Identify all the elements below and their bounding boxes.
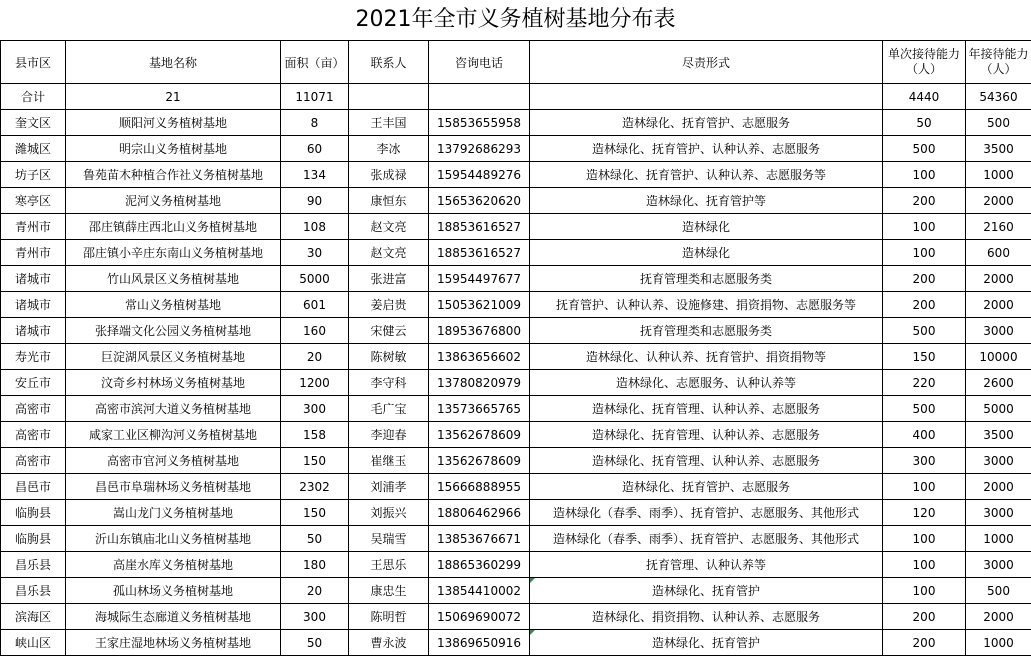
header-cell-duty-form: 尽责形式 xyxy=(530,41,883,84)
cell-phone[interactable]: 13780820979 xyxy=(429,370,530,396)
cell-base-name[interactable]: 张择端文化公园义务植树基地 xyxy=(66,318,281,344)
cell-area[interactable]: 30 xyxy=(281,240,349,266)
cell-base-name[interactable]: 常山义务植树基地 xyxy=(66,292,281,318)
cell-county[interactable]: 青州市 xyxy=(1,240,66,266)
table-row xyxy=(1,292,1031,318)
cell-single-capacity[interactable]: 300 xyxy=(883,448,966,474)
header-cell-area: 面积（亩） xyxy=(281,41,349,84)
cell-phone[interactable]: 15053621009 xyxy=(429,292,530,318)
cell-area[interactable]: 90 xyxy=(281,188,349,214)
cell-duty-form[interactable]: 造林绿化、抚育管护 xyxy=(530,630,883,656)
cell-contact[interactable]: 崔继玉 xyxy=(349,448,429,474)
total-cell-phone[interactable] xyxy=(429,84,530,110)
cell-duty-form[interactable]: 抚育管护、认种认养、设施修建、捐资捐物、志愿服务等 xyxy=(530,292,883,318)
cell-phone[interactable]: 15954497677 xyxy=(429,266,530,292)
cell-phone[interactable]: 13863656602 xyxy=(429,344,530,370)
table-row xyxy=(1,396,1031,422)
cell-duty-form[interactable]: 抚育管理类和志愿服务类 xyxy=(530,266,883,292)
cell-duty-form[interactable]: 造林绿化 xyxy=(530,240,883,266)
cell-contact[interactable]: 康忠生 xyxy=(349,578,429,604)
cell-duty-form[interactable]: 造林绿化、抚育管护 xyxy=(530,578,883,604)
cell-area[interactable]: 5000 xyxy=(281,266,349,292)
cell-county[interactable]: 昌乐县 xyxy=(1,578,66,604)
cell-single-capacity[interactable]: 500 xyxy=(883,318,966,344)
cell-area[interactable]: 300 xyxy=(281,396,349,422)
total-cell-base-count[interactable]: 21 xyxy=(66,84,281,110)
cell-area[interactable]: 150 xyxy=(281,448,349,474)
cell-single-capacity[interactable]: 500 xyxy=(883,396,966,422)
table-row xyxy=(1,136,1031,162)
header-cell-annual-capacity: 年接待能力（人） xyxy=(966,41,1031,84)
cell-area[interactable]: 160 xyxy=(281,318,349,344)
cell-single-capacity[interactable]: 200 xyxy=(883,604,966,630)
cell-area[interactable]: 8 xyxy=(281,110,349,136)
cell-county[interactable]: 诸城市 xyxy=(1,318,66,344)
cell-duty-form[interactable]: 造林绿化、抚育管护、认种认养、志愿服务 xyxy=(530,136,883,162)
cell-county[interactable]: 诸城市 xyxy=(1,266,66,292)
cell-phone[interactable]: 18806462966 xyxy=(429,500,530,526)
cell-annual-capacity[interactable]: 500 xyxy=(966,578,1031,604)
cell-duty-form[interactable]: 造林绿化（春季、雨季）、抚育管护、志愿服务、其他形式 xyxy=(530,526,883,552)
header-cell-phone: 咨询电话 xyxy=(429,41,530,84)
cell-base-name[interactable]: 汶奇乡村林场义务植树基地 xyxy=(66,370,281,396)
cell-phone[interactable]: 15653620620 xyxy=(429,188,530,214)
table-row xyxy=(1,110,1031,136)
cell-county[interactable]: 潍城区 xyxy=(1,136,66,162)
table-row xyxy=(1,630,1031,656)
cell-contact[interactable]: 李迎春 xyxy=(349,422,429,448)
cell-single-capacity[interactable]: 50 xyxy=(883,110,966,136)
cell-contact[interactable]: 刘振兴 xyxy=(349,500,429,526)
cell-contact[interactable]: 李守科 xyxy=(349,370,429,396)
cell-base-name[interactable]: 顺阳河义务植树基地 xyxy=(66,110,281,136)
header-cell-contact: 联系人 xyxy=(349,41,429,84)
cell-annual-capacity[interactable]: 3000 xyxy=(966,318,1031,344)
cell-annual-capacity[interactable]: 2600 xyxy=(966,370,1031,396)
cell-area[interactable]: 1200 xyxy=(281,370,349,396)
cell-base-name[interactable]: 王家庄湿地林场义务植树基地 xyxy=(66,630,281,656)
cell-area[interactable]: 150 xyxy=(281,500,349,526)
table-row xyxy=(1,604,1031,630)
cell-area[interactable]: 2302 xyxy=(281,474,349,500)
cell-area[interactable]: 180 xyxy=(281,552,349,578)
cell-annual-capacity[interactable]: 10000 xyxy=(966,344,1031,370)
cell-single-capacity[interactable]: 400 xyxy=(883,422,966,448)
cell-phone[interactable]: 18853616527 xyxy=(429,240,530,266)
cell-contact[interactable]: 康恒东 xyxy=(349,188,429,214)
cell-base-name[interactable]: 鲁苑苗木种植合作社义务植树基地 xyxy=(66,162,281,188)
cell-phone[interactable]: 15069690072 xyxy=(429,604,530,630)
cell-single-capacity[interactable]: 500 xyxy=(883,136,966,162)
cell-area[interactable]: 300 xyxy=(281,604,349,630)
cell-base-name[interactable]: 咸家工业区柳沟河义务植树基地 xyxy=(66,422,281,448)
cell-duty-form[interactable]: 造林绿化、认种认养、抚育管护、捐资捐物等 xyxy=(530,344,883,370)
cell-county[interactable]: 安丘市 xyxy=(1,370,66,396)
cell-contact[interactable]: 王思乐 xyxy=(349,552,429,578)
header-cell-single-capacity: 单次接待能力（人） xyxy=(883,41,966,84)
cell-area[interactable]: 134 xyxy=(281,162,349,188)
cell-base-name[interactable]: 明宗山义务植树基地 xyxy=(66,136,281,162)
cell-base-name[interactable]: 海城际生态廊道义务植树基地 xyxy=(66,604,281,630)
cell-annual-capacity[interactable]: 3500 xyxy=(966,422,1031,448)
cell-contact[interactable]: 吴瑞雪 xyxy=(349,526,429,552)
cell-single-capacity[interactable]: 200 xyxy=(883,188,966,214)
cell-contact[interactable]: 赵文亮 xyxy=(349,240,429,266)
cell-annual-capacity[interactable]: 3000 xyxy=(966,552,1031,578)
cell-annual-capacity[interactable]: 5000 xyxy=(966,396,1031,422)
cell-duty-form[interactable]: 抚育管理、认种认养等 xyxy=(530,552,883,578)
table-row xyxy=(1,188,1031,214)
cell-single-capacity[interactable]: 200 xyxy=(883,266,966,292)
cell-annual-capacity[interactable]: 1000 xyxy=(966,162,1031,188)
cell-phone[interactable]: 13573665765 xyxy=(429,396,530,422)
cell-annual-capacity[interactable]: 3000 xyxy=(966,448,1031,474)
cell-base-name[interactable]: 孤山林场义务植树基地 xyxy=(66,578,281,604)
cell-area[interactable]: 601 xyxy=(281,292,349,318)
cell-annual-capacity[interactable]: 2000 xyxy=(966,292,1031,318)
cell-area[interactable]: 158 xyxy=(281,422,349,448)
cell-base-name[interactable]: 高密市官河义务植树基地 xyxy=(66,448,281,474)
cell-area[interactable]: 50 xyxy=(281,630,349,656)
cell-duty-form[interactable]: 造林绿化 xyxy=(530,214,883,240)
table-row xyxy=(1,552,1031,578)
table-title: 2021年全市义务植树基地分布表 xyxy=(355,7,676,32)
table-row xyxy=(1,526,1031,552)
cell-county[interactable]: 临朐县 xyxy=(1,500,66,526)
cell-area[interactable]: 60 xyxy=(281,136,349,162)
cell-county[interactable]: 昌乐县 xyxy=(1,552,66,578)
cell-base-name[interactable]: 沂山东镇庙北山义务植树基地 xyxy=(66,526,281,552)
cell-phone[interactable]: 15954489276 xyxy=(429,162,530,188)
cell-single-capacity[interactable]: 200 xyxy=(883,630,966,656)
cell-area[interactable]: 20 xyxy=(281,344,349,370)
cell-county[interactable]: 临朐县 xyxy=(1,526,66,552)
table-row xyxy=(1,474,1031,500)
cell-duty-form[interactable]: 造林绿化、抚育管护等 xyxy=(530,188,883,214)
header-cell-county: 县市区 xyxy=(1,41,66,84)
cell-phone[interactable]: 13853676671 xyxy=(429,526,530,552)
cell-contact[interactable]: 李冰 xyxy=(349,136,429,162)
cell-contact[interactable]: 刘浦孝 xyxy=(349,474,429,500)
cell-county[interactable]: 高密市 xyxy=(1,396,66,422)
total-cell-duty-form[interactable] xyxy=(530,84,883,110)
cell-base-name[interactable]: 竹山风景区义务植树基地 xyxy=(66,266,281,292)
cell-county[interactable]: 昌邑市 xyxy=(1,474,66,500)
cell-contact[interactable]: 宋健云 xyxy=(349,318,429,344)
cell-phone[interactable]: 15853655958 xyxy=(429,110,530,136)
cell-annual-capacity[interactable]: 600 xyxy=(966,240,1031,266)
cell-phone[interactable]: 18865360299 xyxy=(429,552,530,578)
cell-contact[interactable]: 赵文亮 xyxy=(349,214,429,240)
cell-contact[interactable]: 曹永波 xyxy=(349,630,429,656)
cell-base-name[interactable]: 泥河义务植树基地 xyxy=(66,188,281,214)
cell-area[interactable]: 108 xyxy=(281,214,349,240)
cell-county[interactable]: 高密市 xyxy=(1,422,66,448)
cell-single-capacity[interactable]: 100 xyxy=(883,578,966,604)
table-row xyxy=(1,240,1031,266)
cell-county[interactable]: 诸城市 xyxy=(1,292,66,318)
cell-phone[interactable]: 13854410002 xyxy=(429,578,530,604)
cell-duty-form[interactable]: 造林绿化、捐资捐物、认种认养、志愿服务 xyxy=(530,604,883,630)
cell-duty-form[interactable]: 造林绿化、抚育管护、志愿服务 xyxy=(530,110,883,136)
table-row xyxy=(1,214,1031,240)
cell-county[interactable]: 奎文区 xyxy=(1,110,66,136)
cell-duty-form[interactable]: 造林绿化、志愿服务、认种认养等 xyxy=(530,370,883,396)
cell-annual-capacity[interactable]: 2000 xyxy=(966,474,1031,500)
total-cell-annual-capacity[interactable]: 54360 xyxy=(966,84,1031,110)
cell-duty-form[interactable]: 抚育管理类和志愿服务类 xyxy=(530,318,883,344)
cell-contact[interactable]: 王丰国 xyxy=(349,110,429,136)
cell-duty-form[interactable]: 造林绿化（春季、雨季）、抚育管护、志愿服务、其他形式 xyxy=(530,500,883,526)
cell-duty-form[interactable]: 造林绿化、抚育管护、志愿服务 xyxy=(530,474,883,500)
cell-area[interactable]: 20 xyxy=(281,578,349,604)
cell-phone[interactable]: 13562678609 xyxy=(429,422,530,448)
table-row xyxy=(1,344,1031,370)
total-cell-area[interactable]: 11071 xyxy=(281,84,349,110)
cell-base-name[interactable]: 嵩山龙门义务植树基地 xyxy=(66,500,281,526)
cell-single-capacity[interactable]: 100 xyxy=(883,162,966,188)
cell-single-capacity[interactable]: 100 xyxy=(883,214,966,240)
cell-county[interactable]: 坊子区 xyxy=(1,162,66,188)
cell-contact[interactable]: 姜启贵 xyxy=(349,292,429,318)
cell-phone[interactable]: 13562678609 xyxy=(429,448,530,474)
cell-base-name[interactable]: 昌邑市阜瑞林场义务植树基地 xyxy=(66,474,281,500)
cell-duty-form[interactable]: 造林绿化、抚育管护、认种认养、志愿服务等 xyxy=(530,162,883,188)
cell-annual-capacity[interactable]: 2160 xyxy=(966,214,1031,240)
cell-annual-capacity[interactable]: 3000 xyxy=(966,500,1031,526)
cell-phone[interactable]: 13792686293 xyxy=(429,136,530,162)
cell-base-name[interactable]: 邵庄镇薛庄西北山义务植树基地 xyxy=(66,214,281,240)
cell-annual-capacity[interactable]: 500 xyxy=(966,110,1031,136)
table-row xyxy=(1,500,1031,526)
total-cell-label[interactable]: 合计 xyxy=(1,84,66,110)
cell-phone[interactable]: 18953676800 xyxy=(429,318,530,344)
cell-single-capacity[interactable]: 120 xyxy=(883,500,966,526)
cell-single-capacity[interactable]: 100 xyxy=(883,240,966,266)
cell-area[interactable]: 50 xyxy=(281,526,349,552)
cell-contact[interactable]: 张进富 xyxy=(349,266,429,292)
planting-base-table xyxy=(0,40,1031,656)
cell-annual-capacity[interactable]: 2000 xyxy=(966,604,1031,630)
cell-county[interactable]: 峡山区 xyxy=(1,630,66,656)
table-row xyxy=(1,448,1031,474)
cell-single-capacity[interactable]: 100 xyxy=(883,552,966,578)
cell-single-capacity[interactable]: 100 xyxy=(883,474,966,500)
header-row xyxy=(1,41,1031,84)
cell-contact[interactable]: 毛广宝 xyxy=(349,396,429,422)
table-row xyxy=(1,162,1031,188)
cell-phone[interactable]: 18853616527 xyxy=(429,214,530,240)
cell-county[interactable]: 高密市 xyxy=(1,448,66,474)
cell-county[interactable]: 青州市 xyxy=(1,214,66,240)
cell-annual-capacity[interactable]: 1000 xyxy=(966,526,1031,552)
table-row xyxy=(1,318,1031,344)
cell-annual-capacity[interactable]: 1000 xyxy=(966,630,1031,656)
cell-phone[interactable]: 13869650916 xyxy=(429,630,530,656)
total-row xyxy=(1,84,1031,110)
table-row xyxy=(1,578,1031,604)
cell-annual-capacity[interactable]: 3500 xyxy=(966,136,1031,162)
cell-single-capacity[interactable]: 100 xyxy=(883,526,966,552)
cell-contact[interactable]: 陈明哲 xyxy=(349,604,429,630)
cell-base-name[interactable]: 高崖水库义务植树基地 xyxy=(66,552,281,578)
cell-base-name[interactable]: 巨淀湖风景区义务植树基地 xyxy=(66,344,281,370)
cell-base-name[interactable]: 邵庄镇小辛庄东南山义务植树基地 xyxy=(66,240,281,266)
total-cell-single-capacity[interactable]: 4440 xyxy=(883,84,966,110)
cell-single-capacity[interactable]: 200 xyxy=(883,292,966,318)
cell-duty-form[interactable]: 造林绿化、抚育管理、认种认养、志愿服务 xyxy=(530,422,883,448)
cell-duty-form[interactable]: 造林绿化、抚育管理、认种认养、志愿服务 xyxy=(530,448,883,474)
cell-annual-capacity[interactable]: 2000 xyxy=(966,188,1031,214)
cell-contact[interactable]: 陈树敏 xyxy=(349,344,429,370)
header-cell-base-name: 基地名称 xyxy=(66,41,281,84)
table-row xyxy=(1,370,1031,396)
cell-phone[interactable]: 15666888955 xyxy=(429,474,530,500)
table-row xyxy=(1,266,1031,292)
total-cell-contact[interactable] xyxy=(349,84,429,110)
cell-county[interactable]: 滨海区 xyxy=(1,604,66,630)
cell-duty-form[interactable]: 造林绿化、抚育管理、认种认养、志愿服务 xyxy=(530,396,883,422)
cell-county[interactable]: 寿光市 xyxy=(1,344,66,370)
cell-single-capacity[interactable]: 220 xyxy=(883,370,966,396)
table-row xyxy=(1,422,1031,448)
cell-annual-capacity[interactable]: 2000 xyxy=(966,266,1031,292)
cell-base-name[interactable]: 高密市滨河大道义务植树基地 xyxy=(66,396,281,422)
cell-contact[interactable]: 张成禄 xyxy=(349,162,429,188)
cell-single-capacity[interactable]: 150 xyxy=(883,344,966,370)
cell-county[interactable]: 寒亭区 xyxy=(1,188,66,214)
